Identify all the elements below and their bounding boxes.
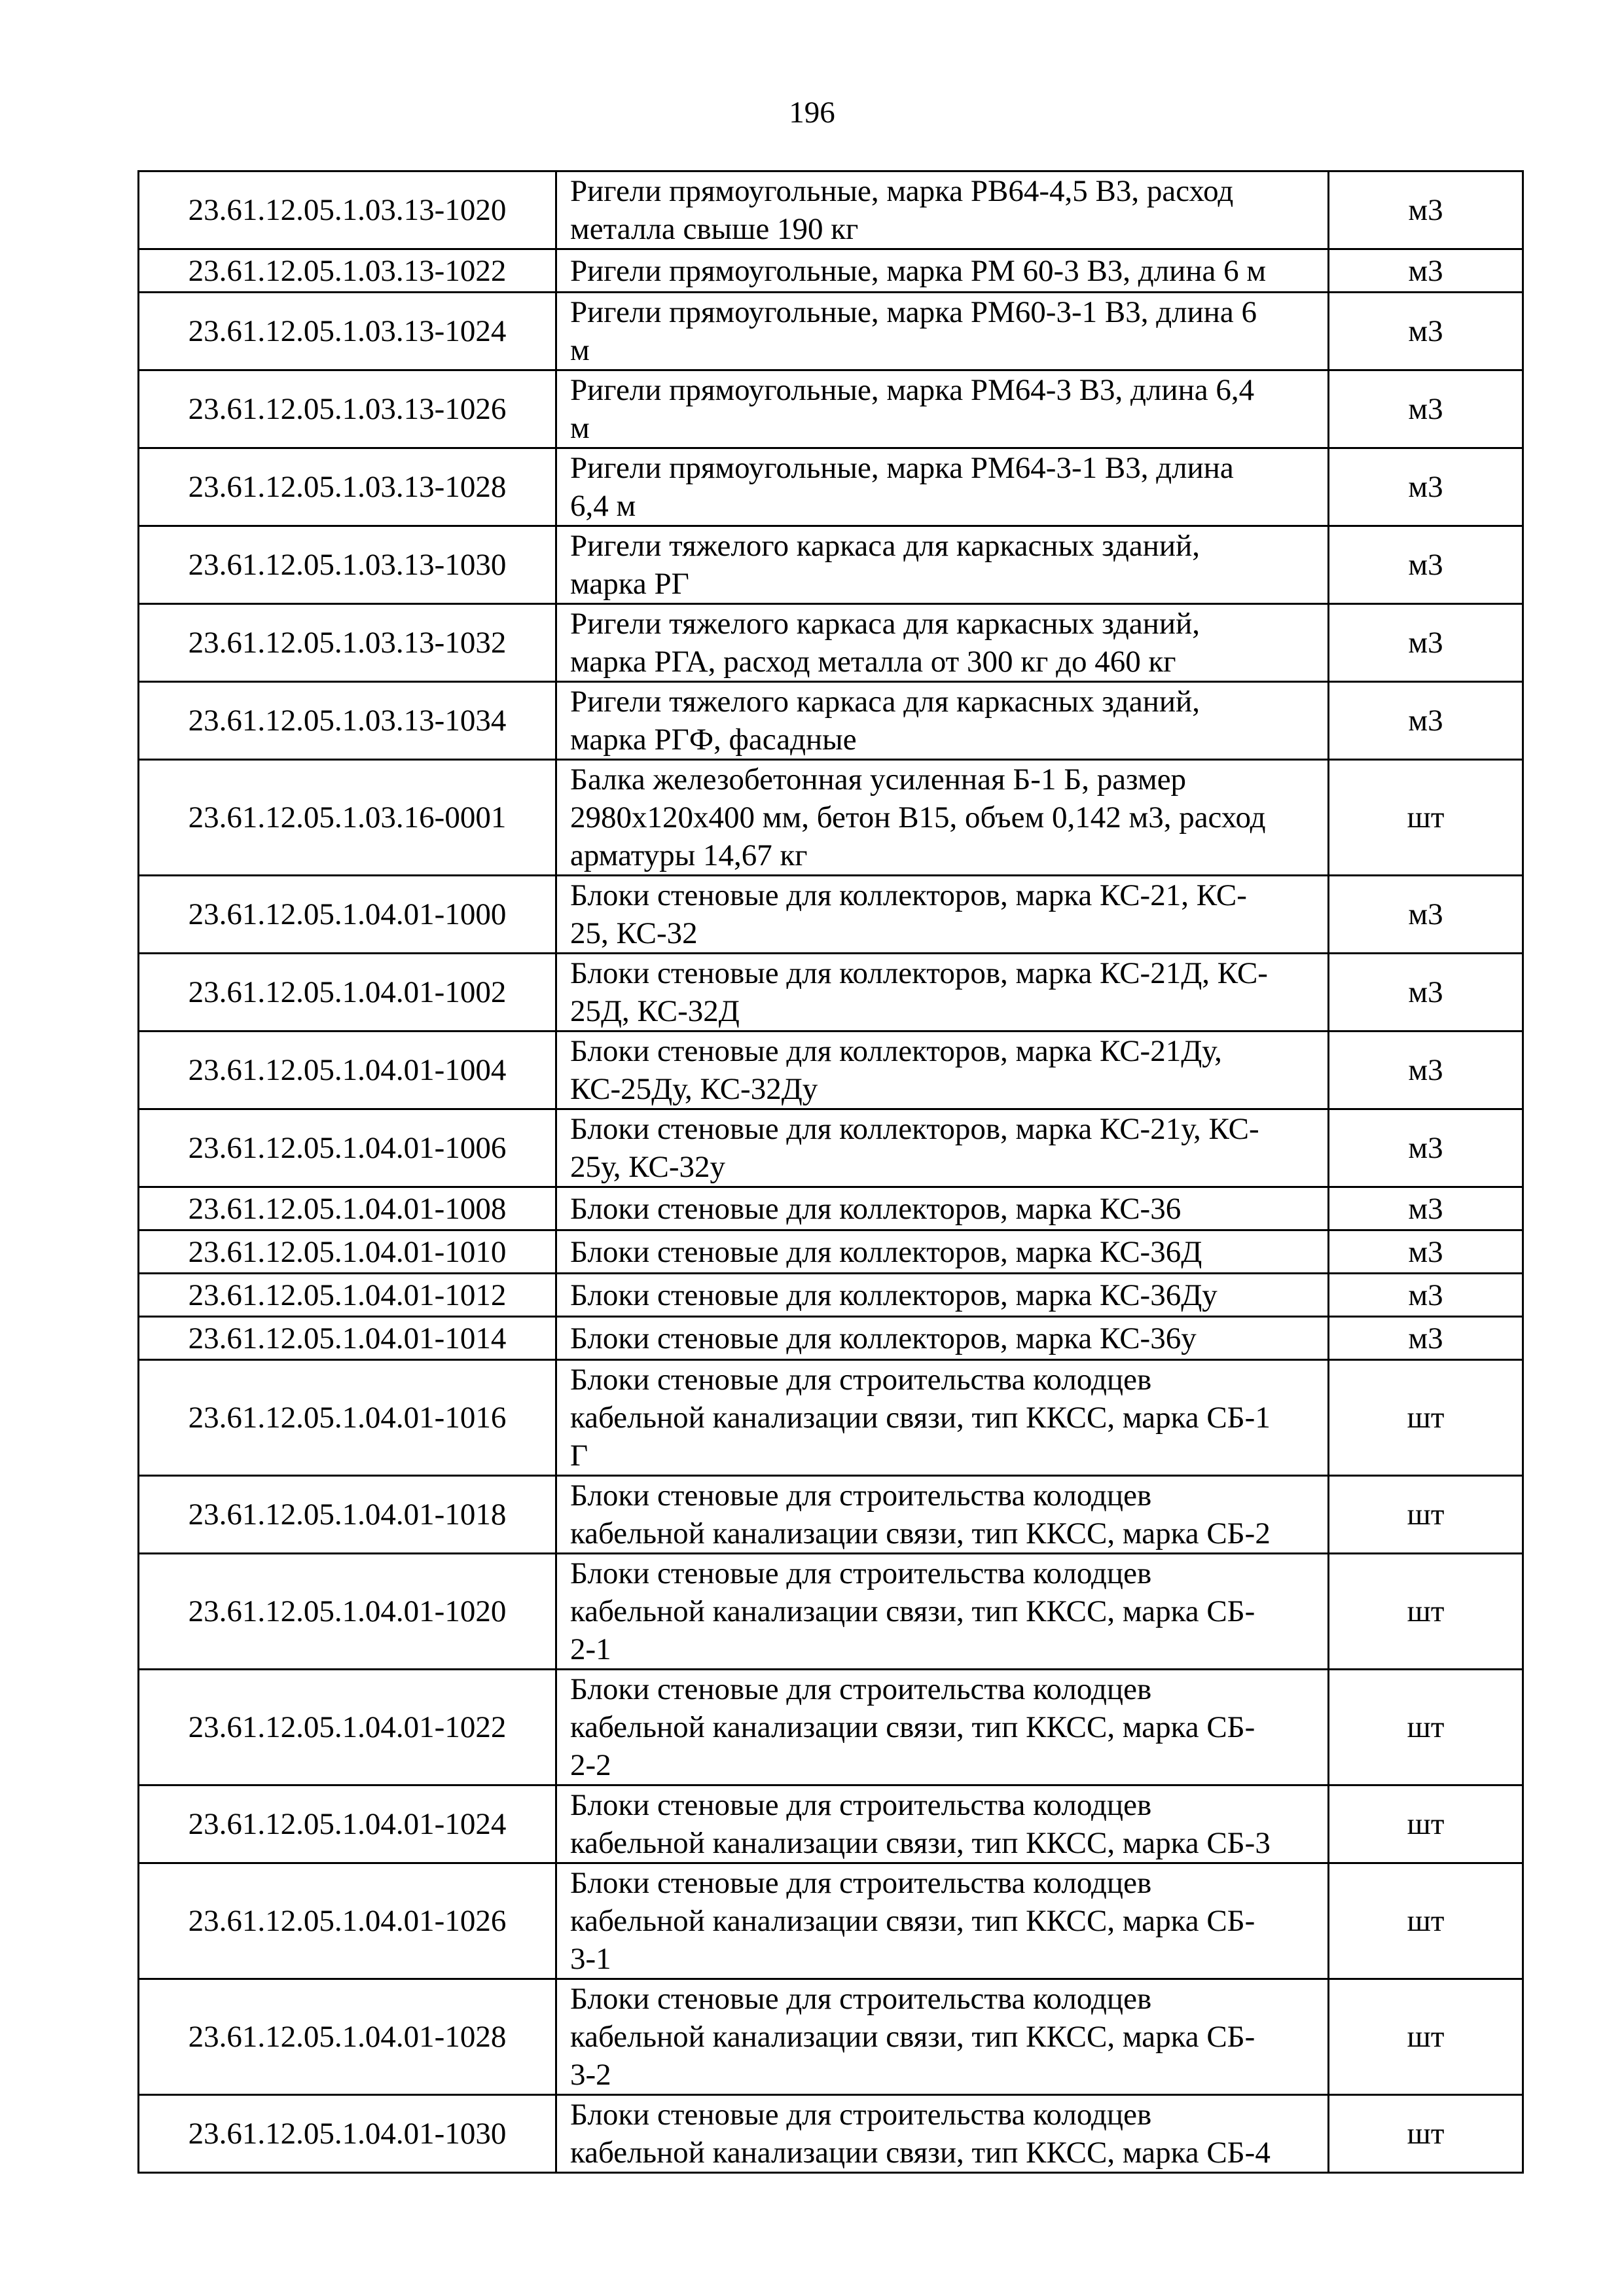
item-unit: м3 [1329,370,1523,448]
item-unit: шт [1329,1863,1523,1979]
item-code: 23.61.12.05.1.03.13-1028 [139,448,556,526]
item-unit: м3 [1329,1317,1523,1360]
description-line: КС-25Ду, КС-32Ду [570,1072,818,1106]
item-code: 23.61.12.05.1.04.01-1006 [139,1109,556,1187]
item-description [556,760,1329,876]
item-unit: шт [1329,2095,1523,2173]
description-line: Блоки стеновые для строительства колодцев [570,1672,1152,1706]
description-line: Блоки стеновые для строительства колодцев [570,2098,1152,2132]
description-line: Блоки стеновые для коллекторов, марка КС-36 [570,1191,1182,1226]
item-description [556,1274,1329,1317]
item-code: 23.61.12.05.1.04.01-1010 [139,1230,556,1274]
description-line: Блоки стеновые для строительства колодцев [570,1866,1152,1900]
item-description [556,1109,1329,1187]
catalog-body [139,171,1523,2173]
description-line: 2-1 [570,1632,611,1666]
item-unit: м3 [1329,682,1523,760]
description-line: 2-2 [570,1748,611,1782]
table-row [139,682,1523,760]
description-line: кабельной канализации связи, тип ККСС, марка СБ-3 [570,1826,1271,1860]
item-description [556,876,1329,954]
description-line: Блоки стеновые для коллекторов, марка КС-21Д, КС- [570,956,1268,990]
item-code: 23.61.12.05.1.04.01-1024 [139,1785,556,1863]
item-unit: м3 [1329,954,1523,1031]
table-row [139,604,1523,682]
table-row [139,1031,1523,1109]
item-unit: м3 [1329,1230,1523,1274]
item-unit: шт [1329,1554,1523,1670]
item-description [556,293,1329,370]
item-description [556,1317,1329,1360]
item-unit: шт [1329,1979,1523,2095]
item-description [556,1031,1329,1109]
item-code: 23.61.12.05.1.04.01-1014 [139,1317,556,1360]
item-unit: шт [1329,1360,1523,1476]
description-line: Ригели прямоугольные, марка РМ 60-3 В3, длина 6 м [570,253,1267,288]
item-unit: м3 [1329,876,1523,954]
item-code: 23.61.12.05.1.04.01-1030 [139,2095,556,2173]
item-unit: шт [1329,760,1523,876]
item-unit: м3 [1329,1187,1523,1230]
item-description [556,954,1329,1031]
item-code: 23.61.12.05.1.04.01-1020 [139,1554,556,1670]
item-description [556,1360,1329,1476]
description-line: кабельной канализации связи, тип ККСС, марка СБ-2 [570,1516,1271,1551]
description-line: кабельной канализации связи, тип ККСС, марка СБ- [570,1594,1255,1628]
description-line: Блоки стеновые для строительства колодцев [570,1982,1152,2016]
table-row [139,1863,1523,1979]
table-row [139,876,1523,954]
description-line: Ригели прямоугольные, марка РМ60-3-1 В3, длина 6 [570,295,1257,329]
table-row [139,171,1523,249]
table-row [139,448,1523,526]
table-row [139,293,1523,370]
item-unit: шт [1329,1670,1523,1785]
description-line: марка РГФ, фасадные [570,723,857,757]
item-unit: м3 [1329,293,1523,370]
item-description [556,2095,1329,2173]
item-description [556,249,1329,293]
table-row [139,1360,1523,1476]
item-code: 23.61.12.05.1.04.01-1012 [139,1274,556,1317]
item-code: 23.61.12.05.1.04.01-1022 [139,1670,556,1785]
table-row [139,954,1523,1031]
item-code: 23.61.12.05.1.03.16-0001 [139,760,556,876]
table-row [139,1476,1523,1554]
description-line: Блоки стеновые для коллекторов, марка КС-36Ду [570,1278,1218,1312]
item-unit: шт [1329,1476,1523,1554]
item-code: 23.61.12.05.1.03.13-1034 [139,682,556,760]
page-number: 196 [789,96,835,130]
description-line: Ригели прямоугольные, марка РВ64-4,5 В3, расход [570,174,1234,208]
item-description [556,448,1329,526]
description-line: м [570,411,590,445]
item-code: 23.61.12.05.1.04.01-1016 [139,1360,556,1476]
description-line: 2980х120х400 мм, бетон В15, объем 0,142 м3, расход [570,800,1266,834]
description-line: м [570,333,590,367]
item-code: 23.61.12.05.1.03.13-1024 [139,293,556,370]
description-line: 25, КС-32 [570,916,698,950]
item-unit: м3 [1329,1109,1523,1187]
item-code: 23.61.12.05.1.04.01-1026 [139,1863,556,1979]
description-line: Блоки стеновые для коллекторов, марка КС-21, КС- [570,878,1247,912]
description-line: марка РГ [570,567,689,601]
table-row [139,370,1523,448]
description-line: Ригели прямоугольные, марка РМ64-3-1 В3, длина [570,451,1234,485]
item-code: 23.61.12.05.1.04.01-1028 [139,1979,556,2095]
table-row [139,1554,1523,1670]
description-line: кабельной канализации связи, тип ККСС, марка СБ-4 [570,2136,1271,2170]
table-row [139,1109,1523,1187]
item-description [556,526,1329,604]
item-description [556,171,1329,249]
item-code: 23.61.12.05.1.03.13-1020 [139,171,556,249]
item-code: 23.61.12.05.1.04.01-1004 [139,1031,556,1109]
description-line: 25у, КС-32у [570,1150,725,1184]
description-line: Блоки стеновые для коллекторов, марка КС-21Ду, [570,1034,1222,1068]
item-description [556,1230,1329,1274]
resource-catalog-table [137,170,1524,2174]
description-line: Балка железобетонная усиленная Б-1 Б, размер [570,762,1187,797]
item-code: 23.61.12.05.1.04.01-1008 [139,1187,556,1230]
description-line: Блоки стеновые для строительства колодцев [570,1363,1152,1397]
description-line: Ригели прямоугольные, марка РМ64-3 В3, длина 6,4 [570,373,1255,407]
description-line: 25Д, КС-32Д [570,994,740,1028]
description-line: арматуры 14,67 кг [570,838,808,872]
item-code: 23.61.12.05.1.04.01-1000 [139,876,556,954]
description-line: Ригели тяжелого каркаса для каркасных зданий, [570,607,1200,641]
description-line: Блоки стеновые для коллекторов, марка КС-21у, КС- [570,1112,1259,1146]
description-line: кабельной канализации связи, тип ККСС, марка СБ- [570,2020,1255,2054]
item-code: 23.61.12.05.1.04.01-1018 [139,1476,556,1554]
item-unit: м3 [1329,526,1523,604]
description-line: 3-2 [570,2058,611,2092]
item-description [556,1554,1329,1670]
description-line: Блоки стеновые для строительства колодцев [570,1479,1152,1513]
item-unit: м3 [1329,171,1523,249]
table-row [139,760,1523,876]
item-description [556,1863,1329,1979]
table-row [139,2095,1523,2173]
description-line: кабельной канализации связи, тип ККСС, марка СБ-1 [570,1401,1271,1435]
item-code: 23.61.12.05.1.04.01-1002 [139,954,556,1031]
description-line: Блоки стеновые для коллекторов, марка КС-36у [570,1321,1197,1355]
table-row [139,249,1523,293]
description-line: Блоки стеновые для строительства колодцев [570,1556,1152,1590]
description-line: Ригели тяжелого каркаса для каркасных зданий, [570,529,1200,563]
item-description [556,604,1329,682]
item-code: 23.61.12.05.1.03.13-1032 [139,604,556,682]
item-description [556,370,1329,448]
description-line: марка РГА, расход металла от 300 кг до 460 кг [570,645,1176,679]
table-row [139,1670,1523,1785]
item-unit: м3 [1329,604,1523,682]
item-code: 23.61.12.05.1.03.13-1022 [139,249,556,293]
item-description [556,1670,1329,1785]
item-description [556,1785,1329,1863]
table-row [139,1187,1523,1230]
description-line: Г [570,1439,588,1473]
item-description [556,1187,1329,1230]
table-row [139,1979,1523,2095]
item-code: 23.61.12.05.1.03.13-1026 [139,370,556,448]
item-unit: м3 [1329,448,1523,526]
description-line: Блоки стеновые для строительства колодцев [570,1788,1152,1822]
table-row [139,1785,1523,1863]
table-row [139,526,1523,604]
description-line: кабельной канализации связи, тип ККСС, марка СБ- [570,1904,1255,1938]
description-line: Ригели тяжелого каркаса для каркасных зданий, [570,685,1200,719]
item-description [556,1476,1329,1554]
description-line: Блоки стеновые для коллекторов, марка КС-36Д [570,1234,1202,1269]
item-code: 23.61.12.05.1.03.13-1030 [139,526,556,604]
table-row [139,1274,1523,1317]
description-line: 6,4 м [570,489,636,523]
description-line: 3-1 [570,1942,611,1976]
item-description [556,682,1329,760]
item-unit: м3 [1329,1274,1523,1317]
description-line: металла свыше 190 кг [570,212,859,246]
item-unit: м3 [1329,249,1523,293]
table-row [139,1230,1523,1274]
item-unit: шт [1329,1785,1523,1863]
item-description [556,1979,1329,2095]
description-line: кабельной канализации связи, тип ККСС, марка СБ- [570,1710,1255,1744]
item-unit: м3 [1329,1031,1523,1109]
table-row [139,1317,1523,1360]
